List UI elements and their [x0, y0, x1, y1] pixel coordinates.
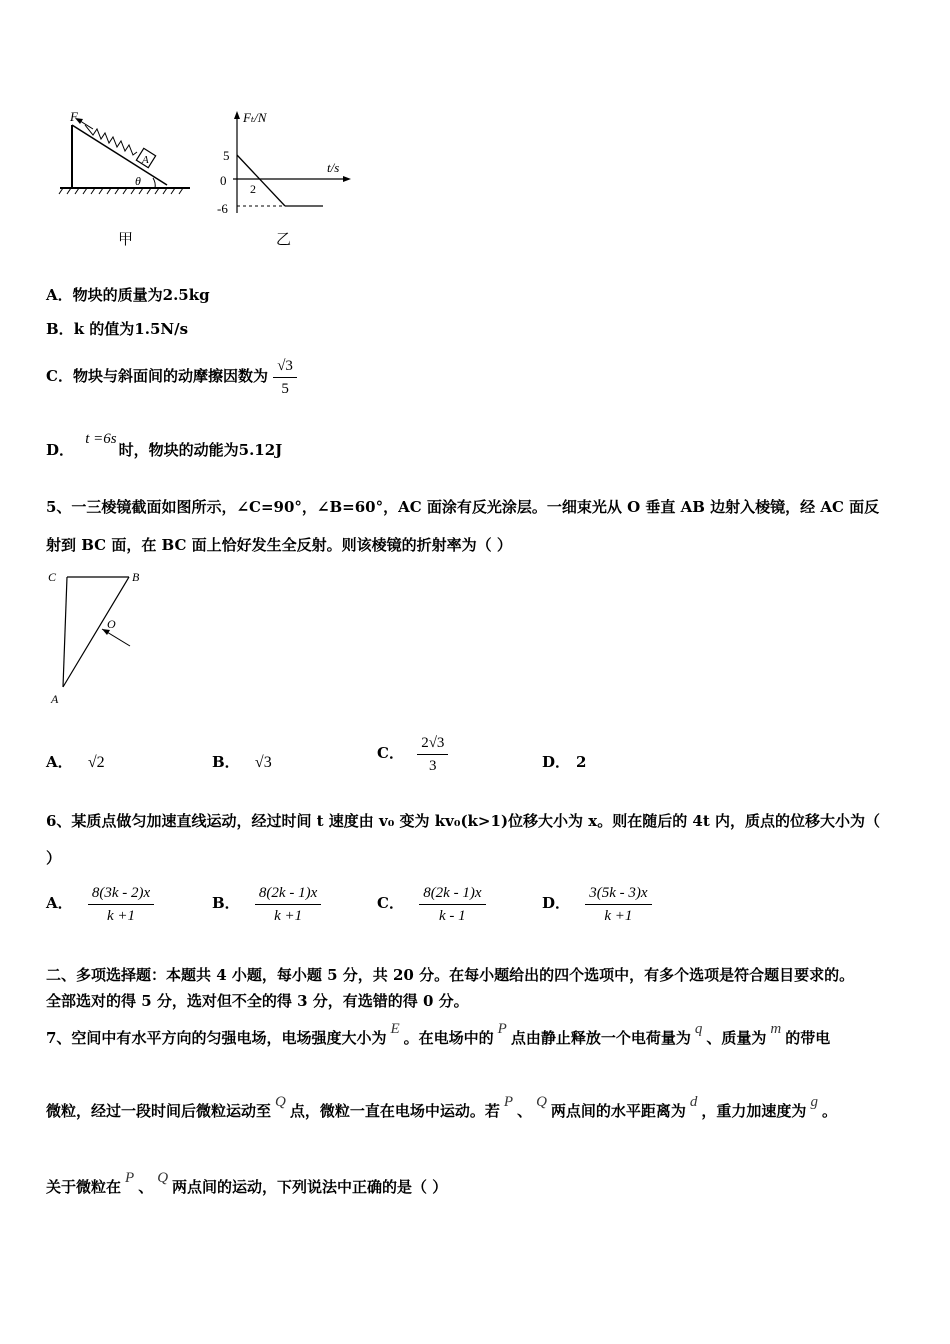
- figure-graph: [215, 105, 360, 220]
- symbol-m: m: [770, 1021, 782, 1037]
- option-text: 时，物块的动能为5.12J: [118, 441, 283, 459]
- denominator: k +1: [604, 907, 633, 924]
- fraction: [255, 882, 321, 927]
- symbol-q-point: Q: [157, 1170, 169, 1186]
- tick-0: 0: [220, 173, 227, 188]
- q4-option-b[interactable]: [46, 319, 188, 339]
- numerator: 8(2k - 1)x: [419, 882, 485, 905]
- q6-stem-line2: ）: [46, 849, 62, 867]
- option-value: √3: [254, 754, 272, 771]
- numerator: 3(5k - 3)x: [585, 882, 651, 905]
- denominator: k - 1: [439, 907, 466, 924]
- graph-line-slope: [237, 155, 285, 206]
- q7-text: 、质量为: [706, 1029, 767, 1047]
- q7-text: 、: [517, 1102, 533, 1120]
- q5-option-c[interactable]: [377, 730, 448, 777]
- angle-label: θ: [135, 174, 141, 188]
- option-letter: D．: [542, 753, 571, 771]
- option-letter: A．: [46, 894, 73, 912]
- q7-stem-line2: [46, 1094, 837, 1122]
- fraction: [88, 882, 154, 927]
- denominator: k +1: [274, 907, 303, 924]
- symbol-p: P: [125, 1170, 135, 1186]
- tick-2: 2: [250, 182, 256, 196]
- option-value: √2: [87, 754, 105, 771]
- denominator: 5: [281, 380, 289, 397]
- option-letter: D．: [542, 894, 571, 912]
- symbol-g: g: [810, 1094, 818, 1110]
- option-letter: C．: [46, 367, 73, 385]
- figure-incline: [55, 105, 200, 205]
- q6-option-a[interactable]: [46, 880, 154, 927]
- q4-option-d[interactable]: [46, 431, 283, 461]
- fraction: [419, 882, 485, 927]
- option-value: 2: [576, 753, 587, 771]
- prism-ab: [63, 577, 129, 687]
- prism-label-o: O: [107, 617, 116, 631]
- q7-stem-line3: [46, 1170, 448, 1198]
- tick-5: 5: [223, 148, 230, 163]
- section2-line1: 二、多项选择题：本题共 4 小题，每小题 5 分，共 20 分。在每小题给出的四个选项中，有多个选项是符合题目要求的。: [46, 966, 855, 984]
- q7-text: 两点间的运动，下列说法中正确的是（ ）: [172, 1178, 448, 1196]
- q6-option-d[interactable]: [542, 880, 652, 927]
- prism-label-a: A: [51, 692, 59, 706]
- block-label: A: [142, 154, 149, 166]
- option-letter: C．: [377, 894, 404, 912]
- numerator: 8(3k - 2)x: [88, 882, 154, 905]
- symbol-q: q: [694, 1021, 703, 1037]
- option-letter: A．: [46, 286, 73, 304]
- option-letter: B．: [212, 753, 240, 771]
- q5-stem-line2: 射到 BC 面，在 BC 面上恰好发生全反射。则该棱镜的折射率为（ ）: [46, 536, 512, 554]
- numerator: 8(2k - 1)x: [255, 882, 321, 905]
- option-text: k 的值为1.5N/s: [73, 320, 189, 338]
- prism-label-c: C: [48, 570, 57, 584]
- figure-prism: [42, 566, 162, 711]
- q4-option-c[interactable]: [46, 353, 297, 400]
- q5-option-a[interactable]: [46, 752, 105, 773]
- q6-option-c[interactable]: [377, 880, 486, 927]
- symbol-p: P: [497, 1021, 507, 1037]
- section2-line2: 全部选对的得 5 分，选对但不全的得 3 分，有选错的得 0 分。: [46, 992, 469, 1010]
- denominator: 3: [429, 757, 437, 774]
- symbol-e: E: [390, 1021, 400, 1037]
- option-text: 物块与斜面间的动摩擦因数为: [72, 367, 268, 385]
- q7-text: 。: [821, 1102, 837, 1120]
- fraction: [417, 732, 448, 777]
- symbol-q-point: Q: [536, 1094, 547, 1110]
- q6-stem-line1: 6、某质点做匀加速直线运动，经过时间 t 速度由 v₀ 变为 kv₀(k>1)位移大小为 x。则在随后的 4t 内，质点的位移大小为（: [46, 812, 881, 830]
- q7-text: 关于微粒在: [46, 1178, 122, 1196]
- numerator: √3: [273, 355, 297, 378]
- symbol-q-point: Q: [275, 1094, 286, 1110]
- symbol-d: d: [689, 1094, 698, 1110]
- q7-text: 、: [138, 1178, 154, 1196]
- q4-option-a[interactable]: [46, 285, 210, 305]
- fraction: [273, 355, 297, 400]
- q6-option-b[interactable]: [212, 880, 321, 927]
- option-math: t =6s: [85, 431, 117, 447]
- q7-text: 的带电: [785, 1029, 831, 1047]
- q7-text: 微粒，经过一段时间后微粒运动至: [46, 1102, 272, 1120]
- prism-ca: [63, 577, 67, 687]
- denominator: k +1: [107, 907, 136, 924]
- figure-label-right: 乙: [276, 230, 292, 248]
- prism-label-b: B: [132, 570, 140, 584]
- option-letter: B．: [46, 320, 74, 338]
- q5-option-d[interactable]: [542, 752, 586, 772]
- symbol-p: P: [503, 1094, 514, 1110]
- fraction: [585, 882, 651, 927]
- option-letter: D．: [46, 441, 75, 459]
- q5-stem-line1: 5、一三棱镜截面如图所示，∠C=90°，∠B=60°，AC 面涂有反光涂层。一细束光从 O 垂直 AB 边射入棱镜，经 AC 面反: [46, 498, 880, 516]
- option-letter: A．: [46, 753, 73, 771]
- tick-neg6: -6: [217, 201, 228, 216]
- graph-y-label: Fₜ/N: [243, 110, 267, 125]
- option-letter: B．: [212, 894, 240, 912]
- q7-text: 点由静止释放一个电荷量为: [510, 1029, 691, 1047]
- q7-text: 7、空间中有水平方向的匀强电场，电场强度大小为: [46, 1029, 387, 1047]
- q7-text: 两点间的水平距离为: [550, 1102, 686, 1120]
- force-label: F: [70, 109, 78, 124]
- q7-text: 。在电场中的: [403, 1029, 494, 1047]
- q7-text: ，重力加速度为: [701, 1102, 807, 1120]
- q7-stem-line1: [46, 1021, 831, 1049]
- option-letter: C．: [377, 744, 404, 762]
- q5-option-b[interactable]: [212, 752, 272, 773]
- graph-x-label: t/s: [327, 160, 340, 175]
- numerator: 2√3: [417, 732, 448, 755]
- option-text: 物块的质量为2.5kg: [72, 286, 210, 304]
- q7-text: 点，微粒一直在电场中运动。若: [289, 1102, 500, 1120]
- figure-label-left: 甲: [118, 230, 134, 248]
